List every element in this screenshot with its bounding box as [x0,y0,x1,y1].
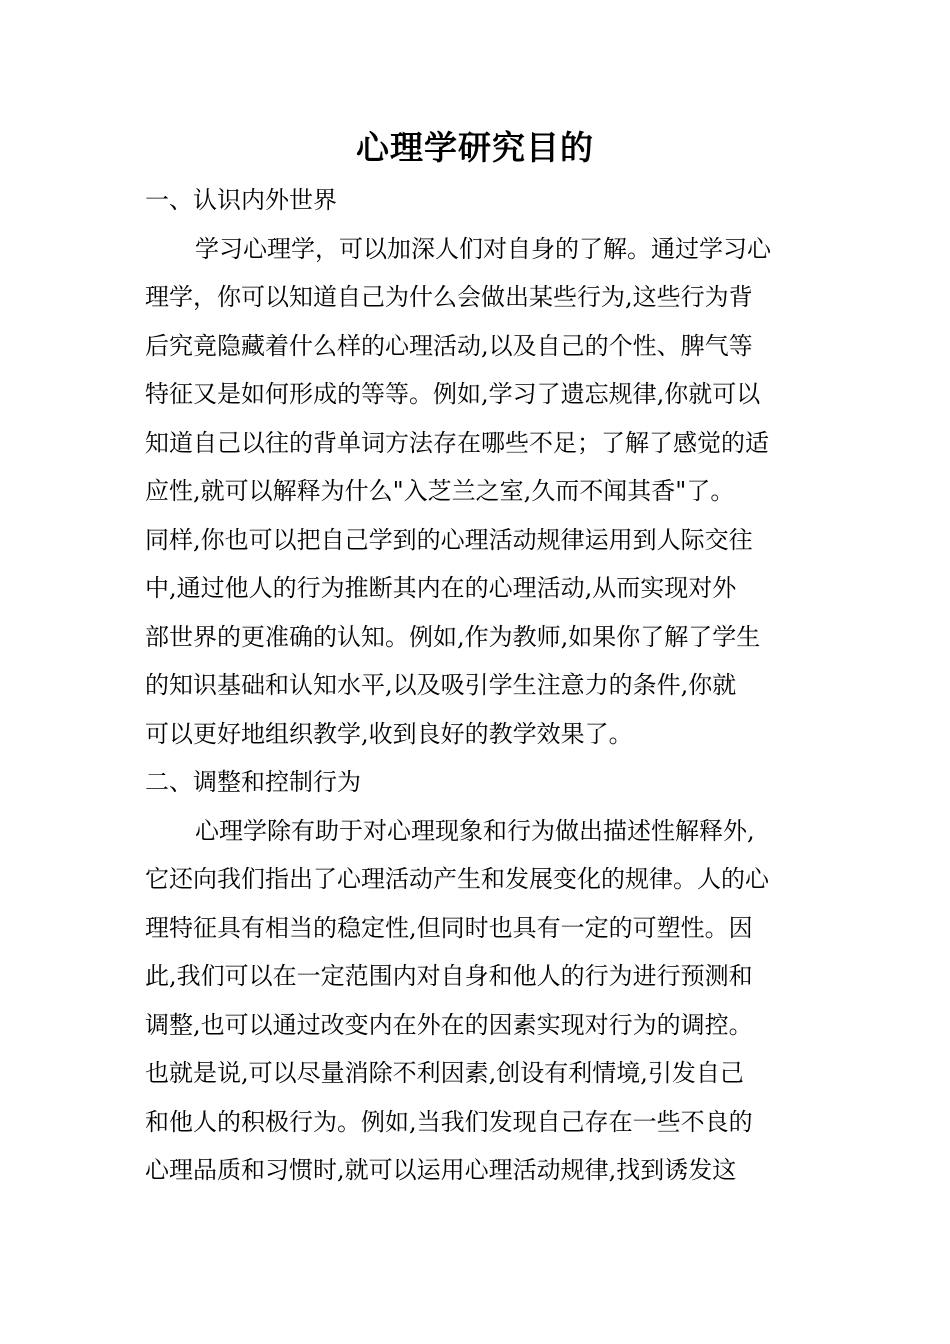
text-line: 部世界的更准确的认知。例如,作为教师,如果你了解了学生 [145,622,761,651]
text-line: 也就是说,可以尽量消除不利因素,创设有利情境,引发自己 [145,1059,744,1087]
text-line: 可以更好地组织教学,收到良好的教学效果了。 [145,719,633,748]
text-line: 二、调整和控制行为 [145,768,361,796]
document-body [145,176,807,1195]
text-line: 心理品质和习惯时,就可以运用心理活动规律,找到诱发这 [145,1156,737,1184]
text-line: 理特征具有相当的稳定性,但同时也具有一定的可塑性。因 [145,913,753,942]
text-line: 此,我们可以在一定范围内对自身和他人的行为进行预测和 [145,962,753,990]
text-line: 调整,也可以通过改变内在外在的因素实现对行为的调控。 [145,1010,753,1039]
document-title: 心理学研究目的 [356,128,594,167]
text-line: 理学，你可以知道自己为什么会做出某些行为,这些行为背 [145,283,753,311]
text-line: 知道自己以往的背单词方法存在哪些不足；了解了感觉的适 [145,428,769,457]
text-line: 中,通过他人的行为推断其内在的心理活动,从而实现对外 [145,574,737,602]
text-line: 一、认识内外世界 [145,186,337,214]
text-line: 学习心理学，可以加深人们对自身的了解。通过学习心 [195,234,771,263]
text-line: 特征又是如何形成的等等。例如,学习了遗忘规律,你就可以 [145,380,761,408]
text-line: 后究竟隐藏着什么样的心理活动,以及自己的个性、脾气等 [145,331,753,360]
text-line: 应性,就可以解释为什么"入芝兰之室,久而不闻其香"了。 [145,477,735,505]
text-line: 和他人的积极行为。例如,当我们发现自己存在一些不良的 [145,1107,753,1136]
text-line: 同样,你也可以把自己学到的心理活动规律运用到人际交往 [145,525,753,554]
text-line: 的知识基础和认知水平,以及吸引学生注意力的条件,你就 [145,671,737,699]
text-line: 心理学除有助于对心理现象和行为做出描述性解释外, [195,816,755,845]
text-line: 它还向我们指出了心理活动产生和发展变化的规律。人的心 [145,865,769,893]
